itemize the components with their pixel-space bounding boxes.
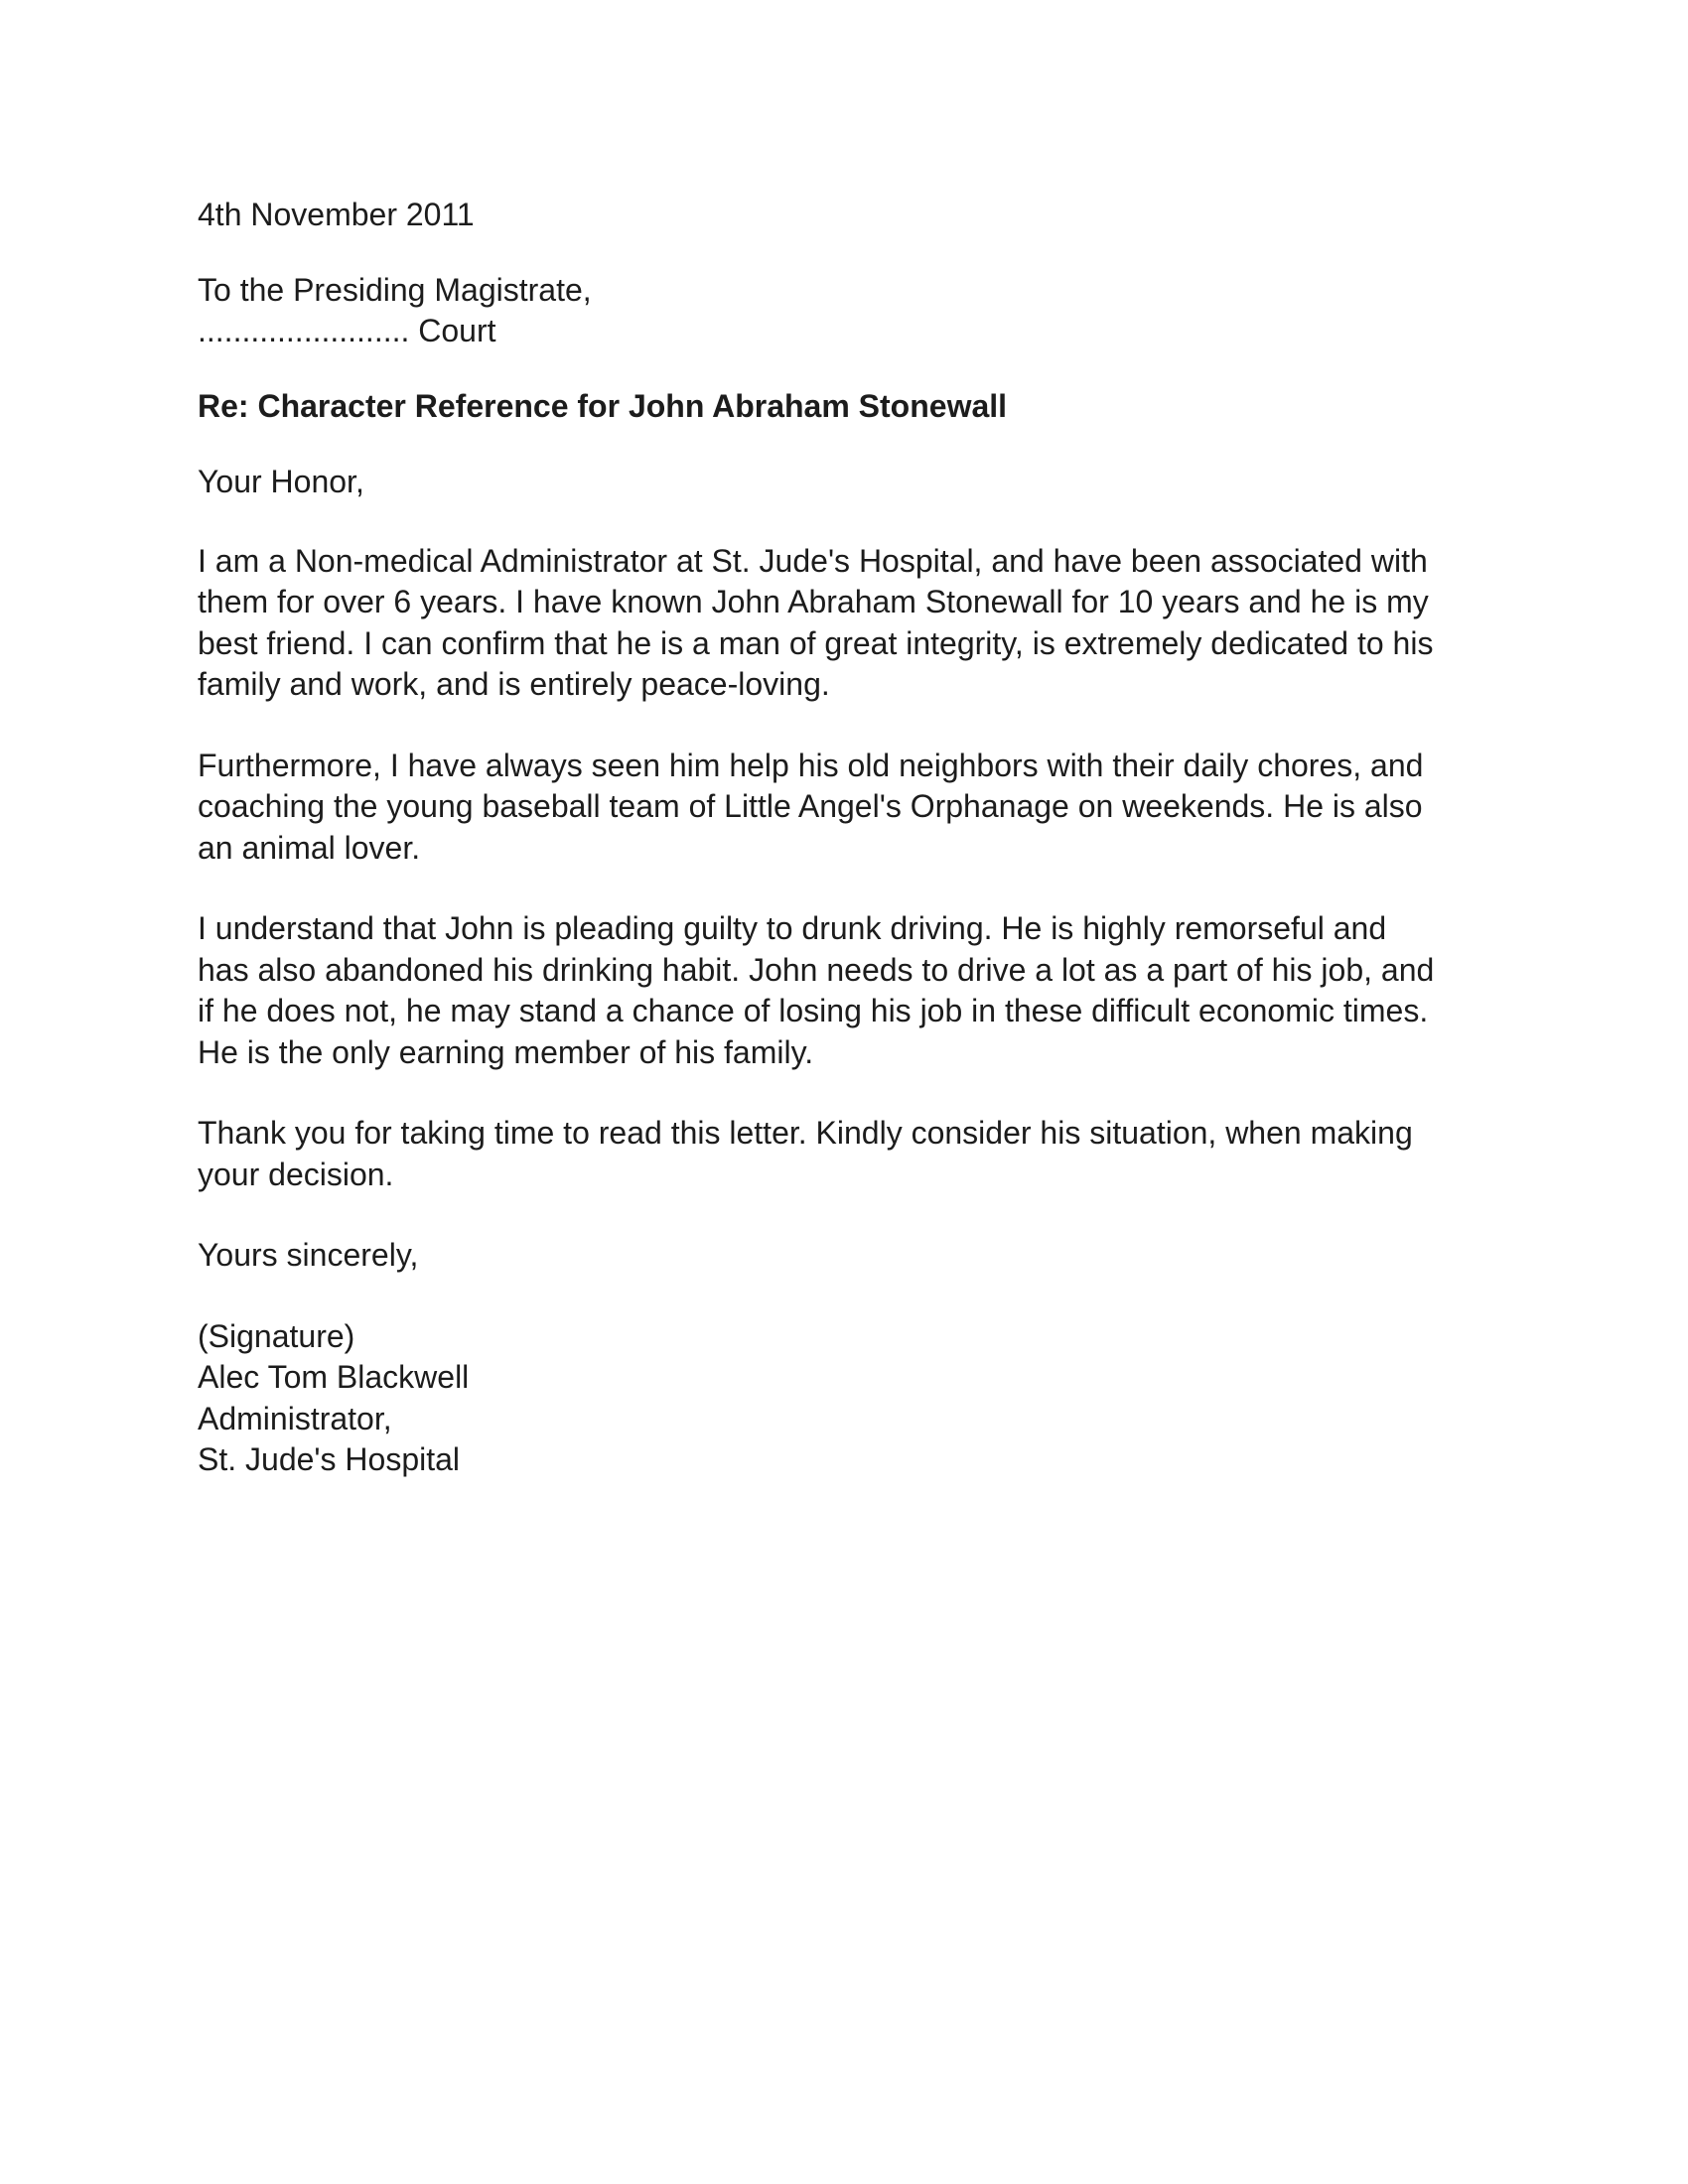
paragraph-1	[198, 541, 1498, 706]
paragraph-line: your decision.	[198, 1156, 394, 1192]
paragraph-line: if he does not, he may stand a chance of losing his job in these difficult economic times.	[198, 993, 1429, 1028]
recipient-line-2: ........................ Court	[198, 313, 496, 348]
signer-organization: St. Jude's Hospital	[198, 1441, 461, 1477]
paragraph-line: an animal lover.	[198, 829, 421, 866]
paragraph-4	[198, 1113, 1498, 1195]
paragraph-line: has also abandoned his drinking habit. John needs to drive a lot as a part of his job, and	[198, 951, 1435, 988]
paragraph-line: family and work, and is entirely peace-loving.	[198, 666, 830, 702]
paragraph-line: I am a Non-medical Administrator at St. Jude's Hospital, and have been associated with	[198, 542, 1428, 579]
paragraph-line: He is the only earning member of his family.	[198, 1033, 814, 1070]
signature-placeholder: (Signature)	[198, 1317, 355, 1354]
signature-block	[198, 1316, 1498, 1481]
paragraph-line: best friend. I can confirm that he is a man of great integrity, is extremely dedicated to his	[198, 624, 1434, 661]
subject-text: Re: Character Reference for John Abraham Stonewall	[198, 387, 1008, 424]
paragraph-line: them for over 6 years. I have known John Abraham Stonewall for 10 years and he is my	[198, 584, 1429, 619]
subject-line	[198, 386, 1498, 428]
signer-title: Administrator,	[198, 1400, 392, 1436]
signer-name: Alec Tom Blackwell	[198, 1359, 470, 1395]
closing	[198, 1235, 1498, 1277]
date-text: 4th November 2011	[198, 197, 475, 232]
salutation	[198, 462, 1498, 503]
recipient-block	[198, 270, 1498, 352]
letter-body	[198, 195, 1498, 1481]
paragraph-3	[198, 908, 1498, 1073]
paragraph-line: Thank you for taking time to read this letter. Kindly consider his situation, when making	[198, 1115, 1413, 1151]
paragraph-2	[198, 746, 1498, 870]
paragraph-line: Furthermore, I have always seen him help his old neighbors with their daily chores, and	[198, 747, 1424, 783]
closing-text: Yours sincerely,	[198, 1237, 419, 1273]
recipient-line-1: To the Presiding Magistrate,	[198, 271, 592, 308]
paragraph-line: coaching the young baseball team of Little Angel's Orphanage on weekends. He is also	[198, 788, 1423, 824]
paragraph-line: I understand that John is pleading guilty to drunk driving. He is highly remorseful and	[198, 910, 1387, 946]
letter-date	[198, 195, 1498, 236]
salutation-text: Your Honor,	[198, 464, 364, 499]
